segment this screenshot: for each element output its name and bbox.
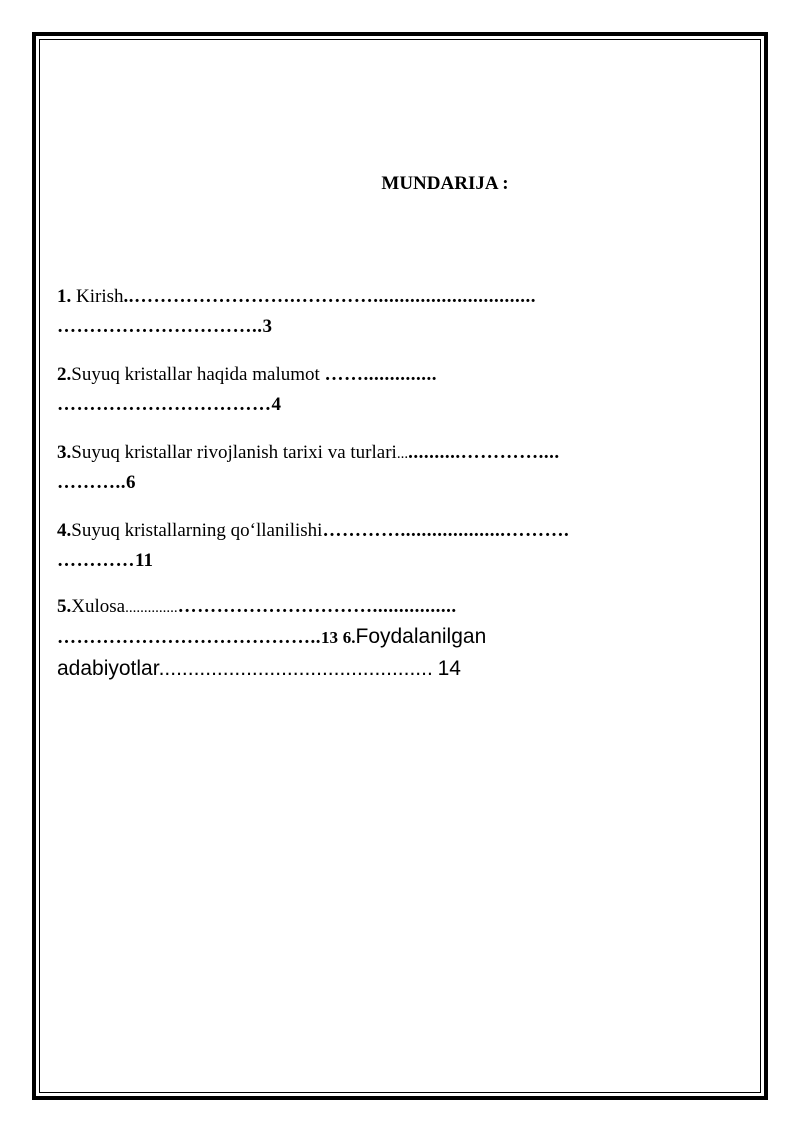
- toc-entry-4-line-1: [57, 520, 569, 542]
- toc-entry-3-number: 3.: [57, 442, 72, 463]
- toc-entry-2-leader-2: ..............: [363, 364, 438, 385]
- toc-entry-3-line-1: [57, 442, 560, 464]
- toc-entry-1-line-1: [57, 286, 536, 308]
- page-title: MUNDARIJA :: [381, 173, 509, 194]
- toc-entry-4-leader-2: ...................……….: [405, 520, 570, 541]
- toc-entry-5-page: 13: [321, 628, 338, 647]
- toc-entry-3-line-2: [57, 472, 136, 494]
- toc-entry-4-page: 11: [135, 550, 153, 571]
- toc-entry-2-leader-3: ……………………………: [57, 394, 272, 415]
- toc-entry-3-leader: ...: [396, 446, 409, 462]
- toc-entry-1-leader: ..…………………….………….: [123, 286, 379, 307]
- toc-entry-2-line-1: [57, 364, 437, 386]
- toc-entry-3-leader-2: ..........…………....: [408, 442, 560, 463]
- toc-entry-6-page: 14: [437, 657, 461, 680]
- toc-entry-5-label: Xulosa: [71, 596, 126, 617]
- toc-entry-5-number: 5.: [57, 596, 72, 617]
- toc-entry-1-line-2: [57, 316, 272, 338]
- toc-entry-3-page: 6: [126, 472, 136, 493]
- toc-entry-5-line-2: [57, 625, 486, 649]
- toc-entry-2-leader: ……: [324, 364, 364, 385]
- toc-entry-5-leader-2: …………………………................: [177, 596, 457, 617]
- toc-entry-1-label: Kirish: [71, 286, 124, 307]
- toc-entry-3-leader-3: ………..: [57, 472, 126, 493]
- toc-entry-4-leader-3: …………: [57, 550, 135, 571]
- toc-entry-5-line-1: [57, 596, 457, 618]
- toc-entry-2-label: Suyuq kristallar haqida malumot: [71, 364, 325, 385]
- toc-entry-6-leader: ...............................................: [158, 657, 433, 680]
- toc-entry-4-label: Suyuq kristallarning qo‘llanilishi: [71, 520, 323, 541]
- toc-entry-4-leader: ………….: [322, 520, 406, 541]
- toc-entry-1-page: 3: [262, 316, 272, 337]
- toc-entry-3-label: Suyuq kristallar rivojlanish tarixi va turlari: [71, 442, 397, 463]
- toc-entry-5-leader: ..............: [125, 600, 178, 616]
- toc-entry-1-number: 1.: [57, 286, 72, 307]
- toc-entry-1-leader-3: …………………………..: [57, 316, 263, 337]
- toc-entry-1-leader-2: ..............................: [378, 286, 536, 307]
- toc-entry-6-label-b: adabiyotlar: [57, 657, 159, 680]
- toc-entry-4-number: 4.: [57, 520, 72, 541]
- toc-entry-2-line-2: [57, 394, 281, 416]
- toc-entry-2-number: 2.: [57, 364, 72, 385]
- toc-entry-2-page: 4: [271, 394, 281, 415]
- toc-entry-6-number: 6.: [342, 628, 356, 647]
- toc-entry-5-leader-3: …………………………………..: [57, 627, 321, 648]
- toc-entry-4-line-2: [57, 550, 153, 572]
- toc-entry-6-line-2: [57, 657, 461, 681]
- toc-entry-6-label-a: Foydalanilgan: [355, 625, 487, 648]
